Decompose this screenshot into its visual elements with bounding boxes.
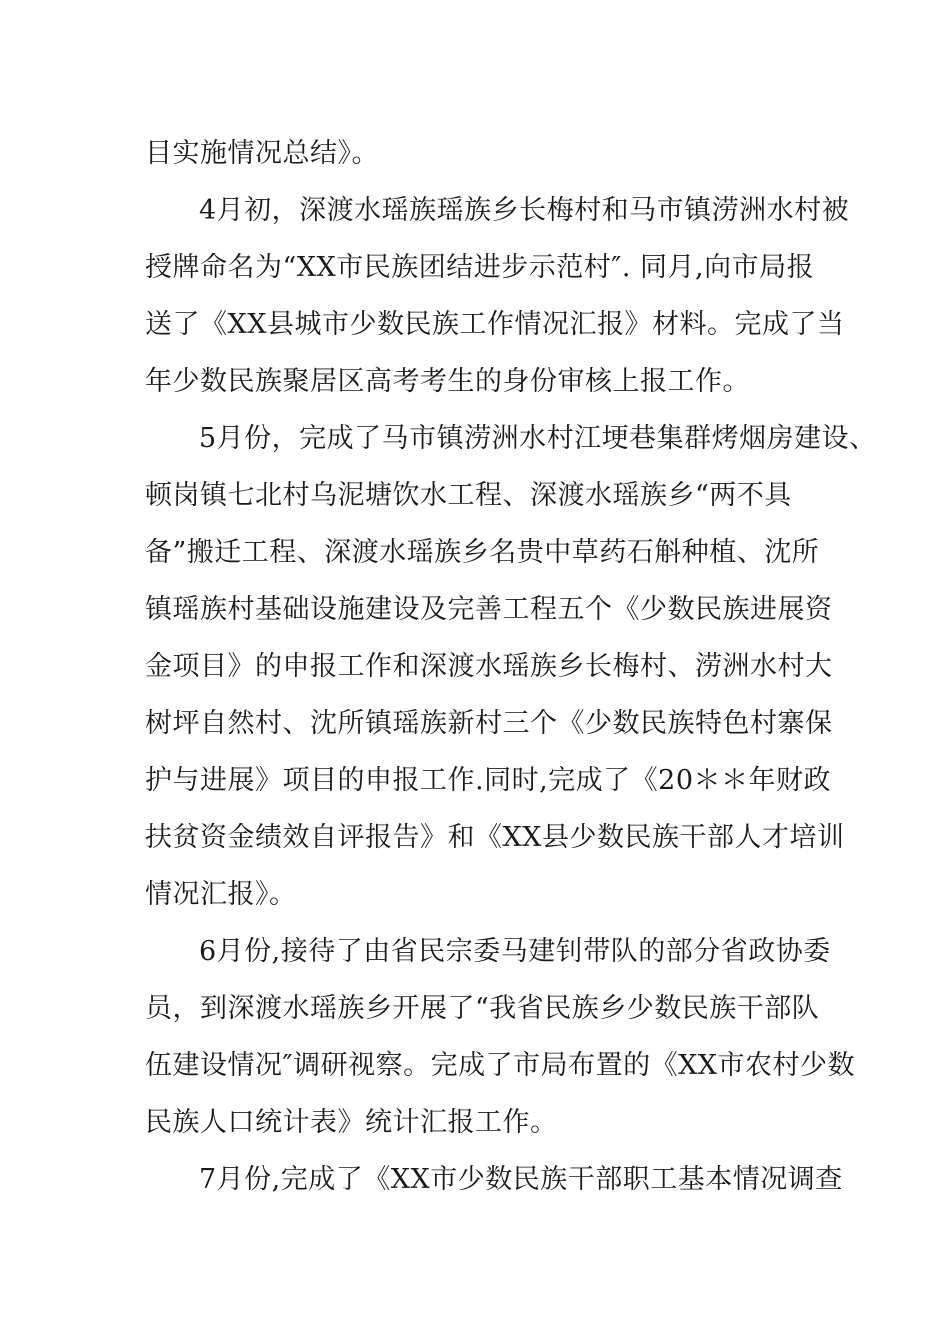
- document-body: [145, 125, 877, 1208]
- text-line: 扶贫资金绩效自评报告》和《XX县少数民族干部人才培训: [145, 822, 845, 853]
- text-line: 情况汇报》。: [145, 879, 297, 910]
- text-line: 送了《XX县城市少数民族工作情况汇报》材料。完成了当: [145, 309, 845, 340]
- text-line: 6月份,接待了由省民宗委马建钊带队的部分省政协委: [199, 936, 831, 967]
- text-line: 民族人口统计表》统计汇报工作。: [145, 1107, 558, 1138]
- text-line: 5月份，完成了马市镇涝洲水村江埂巷集群烤烟房建设、: [199, 423, 877, 454]
- text-line: 员，到深渡水瑶族乡开展了“我省民族乡少数民族干部队: [145, 993, 820, 1024]
- text-line: 顿岗镇七北村乌泥塘饮水工程、深渡水瑶族乡“两不具: [145, 480, 792, 511]
- text-line: 备”搬迁工程、深渡水瑶族乡名贵中草药石斛种植、沈所: [145, 537, 820, 568]
- text-line: 伍建设情况″调研视察。完成了市局布置的《XX市农村少数: [145, 1050, 856, 1081]
- text-line: 授牌命名为“XX市民族团结进步示范村″. 同月,向市局报: [145, 252, 815, 283]
- text-line: 金项目》的申报工作和深渡水瑶族乡长梅村、涝洲水村大: [145, 651, 833, 682]
- text-line: 目实施情况总结》。: [145, 138, 379, 169]
- text-line: 年少数民族聚居区高考考生的身份审核上报工作。: [145, 366, 750, 397]
- text-line: 镇瑶族村基础设施建设及完善工程五个《少数民族进展资: [145, 594, 833, 625]
- text-line: 4月初，深渡水瑶族瑶族乡长梅村和马市镇涝洲水村被: [199, 195, 850, 226]
- text-line: 7月份,完成了《XX市少数民族干部职工基本情况调查: [199, 1164, 843, 1195]
- text-line: 护与进展》项目的申报工作.同时,完成了《20＊＊年财政: [145, 765, 832, 796]
- text-line: 树坪自然村、沈所镇瑶族新村三个《少数民族特色村寨保: [145, 708, 833, 739]
